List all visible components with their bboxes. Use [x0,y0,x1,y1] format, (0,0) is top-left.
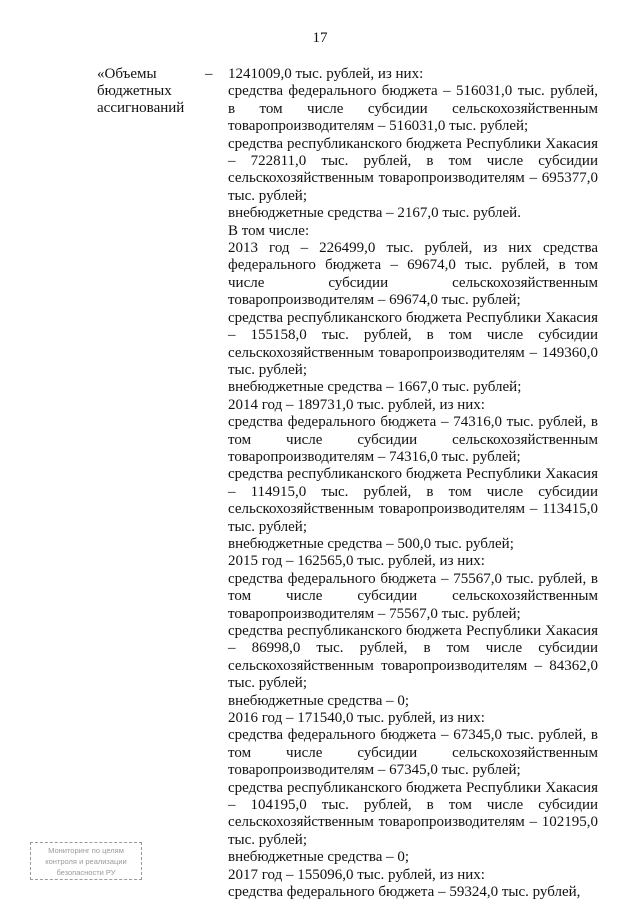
paragraph: средства федерального бюджета – 74316,0 тыс. рублей, в том числе субсидии сельскохозяйственным товаропроизводителям – 74316,0 тыс. рублей; [228,414,598,465]
paragraph: 2017 год – 155096,0 тыс. рублей, из них: [228,866,485,883]
paragraph: средства республиканского бюджета Республики Хакасия – 155158,0 тыс. рублей, в том числе субсидии сельскохозяйственным товаропроизводителям – 149360,0 тыс. рублей; [228,309,598,378]
paragraph: 2013 год – 226499,0 тыс. рублей, из них средства федерального бюджета – 69674,0 тыс. рублей, в том числе субсидии сельскохозяйственным товаропроизводителям – 69674,0 тыс. рублей; [228,240,598,309]
page-number: 17 [312,30,328,46]
paragraph: 2015 год – 162565,0 тыс. рублей, из них: [228,553,485,570]
paragraph: внебюджетные средства – 0; [228,692,410,709]
paragraph: внебюджетные средства – 500,0 тыс. рублей; [228,535,514,552]
paragraph: средства федерального бюджета – 59324,0 тыс. рублей, [228,884,581,901]
stamp-line: безопасности РУ [56,868,116,877]
row-dash: – [205,66,213,82]
funding-text [228,66,598,902]
paragraph: средства республиканского бюджета Республики Хакасия – 86998,0 тыс. рублей, в том числе субсидии сельскохозяйственным товаропроизводителям – 84362,0 тыс. рублей; [228,623,598,692]
paragraph: средства федерального бюджета – 516031,0 тыс. рублей, в том числе субсидии сельскохозяйственным товаропроизводителям – 516031,0 тыс. рублей; [228,83,598,135]
paragraph: средства республиканского бюджета Республики Хакасия – 114915,0 тыс. рублей, в том числе субсидии сельскохозяйственным товаропроизводителям – 113415,0 тыс. рублей; [228,466,598,535]
stamp-line: Мониторинг по целям [48,846,124,855]
paragraph: внебюджетные средства – 0; [228,849,410,866]
row-label: «Объемы бюджетных ассигнований [97,66,185,116]
paragraph: средства федерального бюджета – 75567,0 тыс. рублей, в том числе субсидии сельскохозяйственным товаропроизводителям – 75567,0 тыс. рублей; [228,570,598,622]
paragraph: внебюджетные средства – 1667,0 тыс. рублей; [228,379,522,396]
paragraph: средства республиканского бюджета Республики Хакасия – 722811,0 тыс. рублей, в том числе субсидии сельскохозяйственным товаропроизводителям – 695377,0 тыс. рублей; [228,135,598,204]
watermark-stamp [30,842,142,880]
paragraph: 1241009,0 тыс. рублей, из них: [228,66,424,82]
paragraph: средства федерального бюджета – 67345,0 тыс. рублей, в том числе субсидии сельскохозяйственным товаропроизводителям – 67345,0 тыс. рублей; [228,727,598,779]
paragraph: внебюджетные средства – 2167,0 тыс. рублей. [228,205,521,222]
paragraph: 2014 год – 189731,0 тыс. рублей, из них: [228,396,485,413]
paragraph: средства республиканского бюджета Республики Хакасия – 104195,0 тыс. рублей, в том числе субсидии сельскохозяйственным товаропроизводителям – 102195,0 тыс. рублей; [228,779,598,848]
stamp-line: контроля и реализации [45,857,127,866]
paragraph: 2016 год – 171540,0 тыс. рублей, из них: [228,710,485,727]
paragraph: В том числе: [228,222,310,239]
